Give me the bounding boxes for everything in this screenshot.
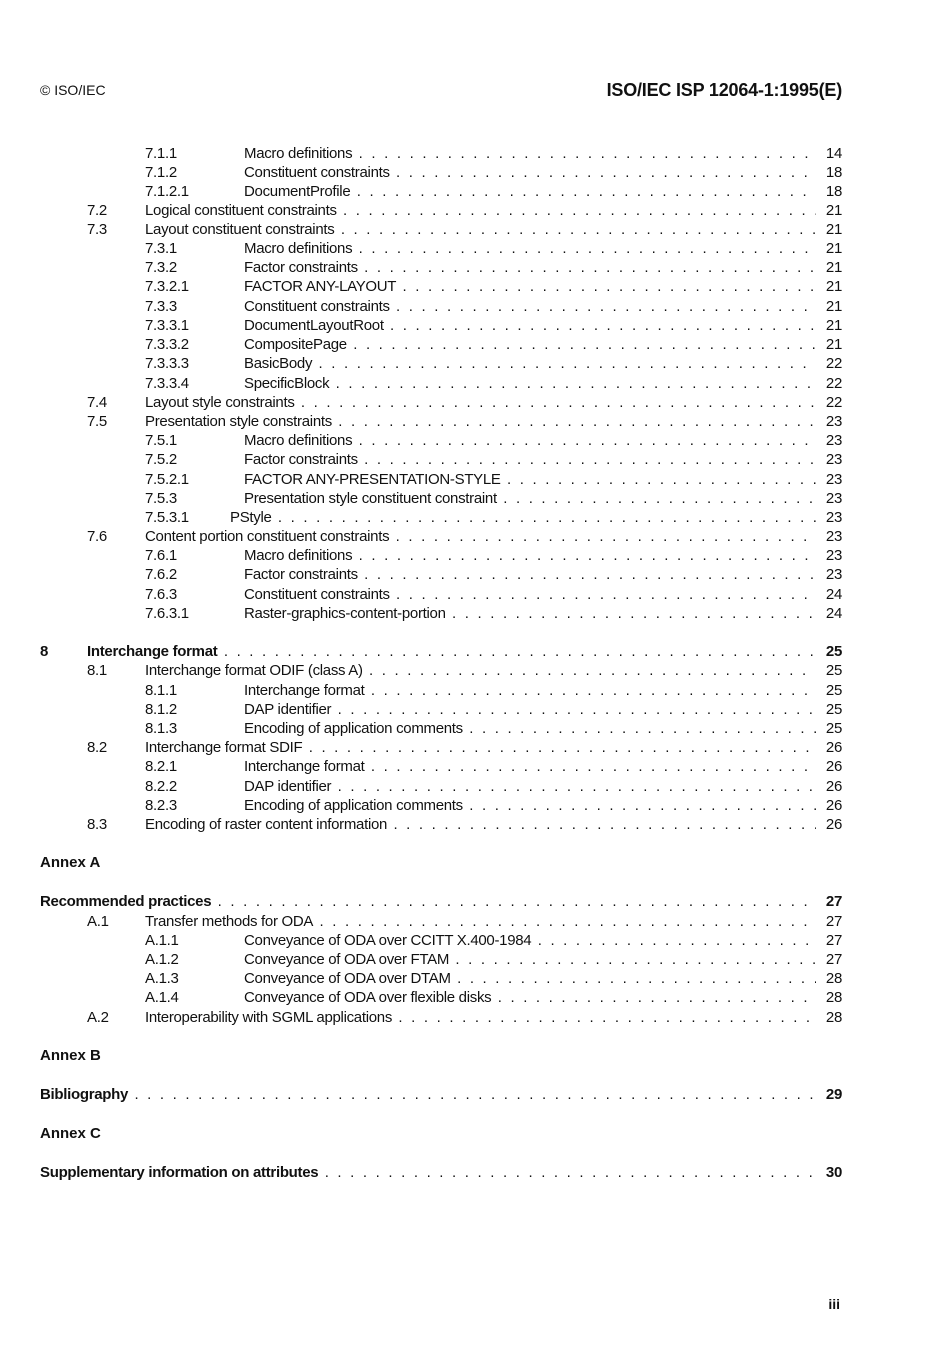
toc-entry-number: 7.6.3 <box>145 586 177 603</box>
toc-entry-title-leader <box>145 661 816 680</box>
toc-entry-title-leader <box>244 277 816 296</box>
toc-entry-page: 28 <box>825 989 842 1006</box>
toc-entry[interactable] <box>0 470 950 489</box>
toc-entry-page: 29 <box>825 1086 842 1103</box>
toc-entry-title: Interchange format <box>87 643 218 660</box>
header-standard-id: ISO/IEC ISP 12064-1:1995(E) <box>606 80 842 100</box>
toc-entry-title-leader <box>244 144 816 163</box>
toc-entry-title: Constituent constraints <box>244 586 390 603</box>
toc-entry-title-leader <box>145 1008 816 1027</box>
toc-entry-page: 23 <box>825 509 842 526</box>
toc-entry[interactable] <box>0 988 950 1007</box>
toc-entry-page: 21 <box>825 259 842 276</box>
toc-entry[interactable] <box>0 335 950 354</box>
toc-entry-title: Bibliography <box>40 1086 129 1103</box>
toc-entry-page: 27 <box>825 913 842 930</box>
toc-entry-number: 8.2 <box>87 739 107 756</box>
toc-entry-page: 18 <box>825 183 842 200</box>
toc-entry-title-leader <box>244 335 816 354</box>
toc-entry-title: DocumentProfile <box>244 183 351 200</box>
toc-entry-title: Factor constraints <box>244 566 358 583</box>
toc-entry-title: Interchange format ODIF (class A) <box>145 662 363 679</box>
toc-entry[interactable] <box>0 681 950 700</box>
toc-entry-title: Macro definitions <box>244 240 353 257</box>
toc-entry-title-leader <box>244 604 816 623</box>
toc-entry-title-leader <box>244 546 816 565</box>
toc-entry-title: Conveyance of ODA over FTAM <box>244 951 450 968</box>
toc-entry[interactable] <box>0 1163 950 1182</box>
toc-entry-title: Macro definitions <box>244 547 353 564</box>
toc-entry-page: 21 <box>825 202 842 219</box>
toc-entry-page: 26 <box>825 797 842 814</box>
toc-entry[interactable] <box>0 239 950 258</box>
toc-entry-title: Logical constituent constraints <box>145 202 337 219</box>
toc-entry-page: 27 <box>825 951 842 968</box>
toc-entry[interactable] <box>0 182 950 201</box>
toc-entry-number: 7.5.2.1 <box>145 471 189 488</box>
toc-entry-number: 7.5.3.1 <box>145 509 189 526</box>
toc-entry-title-leader <box>244 258 816 277</box>
toc-entry-title-leader <box>87 642 816 661</box>
toc-entry-page: 23 <box>825 413 842 430</box>
toc-entry-title-leader <box>244 988 816 1007</box>
toc-entry-number: 8.1.1 <box>145 682 177 699</box>
toc-entry-page: 23 <box>825 451 842 468</box>
toc-entry-page: 21 <box>825 240 842 257</box>
toc-entry[interactable] <box>0 661 950 680</box>
toc-entry[interactable] <box>0 642 950 661</box>
toc-entry[interactable] <box>0 431 950 450</box>
toc-entry-title-leader <box>244 239 816 258</box>
toc-entry-number: 7.6.2 <box>145 566 177 583</box>
toc-entry-page: 30 <box>825 1164 842 1181</box>
toc-entry-title: Presentation style constraints <box>145 413 332 430</box>
toc-entry-title: BasicBody <box>244 355 313 372</box>
toc-entry-page: 14 <box>825 145 842 162</box>
toc-entry-page: 23 <box>825 528 842 545</box>
toc-entry[interactable] <box>0 892 950 911</box>
toc-entry-page: 24 <box>825 605 842 622</box>
toc-entry[interactable] <box>0 969 950 988</box>
toc-entry-number: A.1.1 <box>145 932 179 949</box>
toc-entry-title-leader <box>244 565 816 584</box>
toc-entry[interactable] <box>0 738 950 757</box>
toc-entry-title: Supplementary information on attributes <box>40 1164 319 1181</box>
toc-entry-title: FACTOR ANY-LAYOUT <box>244 278 397 295</box>
toc-entry-title-leader <box>244 354 816 373</box>
toc-entry-title: Raster-graphics-content-portion <box>244 605 446 622</box>
toc-entry-title-leader <box>244 681 816 700</box>
toc-entry-title-leader <box>230 508 816 527</box>
toc-entry-page: 26 <box>825 758 842 775</box>
toc-entry[interactable] <box>0 450 950 469</box>
toc-entry[interactable] <box>0 277 950 296</box>
toc-entry-title: Interchange format <box>244 682 365 699</box>
toc-entry-title-leader <box>145 527 816 546</box>
toc-entry-number: 7.3.3.4 <box>145 375 189 392</box>
header-copyright: © ISO/IEC <box>40 82 106 98</box>
toc-entry-page: 21 <box>825 317 842 334</box>
toc-entry-title: Layout style constraints <box>145 394 295 411</box>
toc-entry-title-leader <box>145 412 816 431</box>
toc-entry-page: 22 <box>825 355 842 372</box>
toc-entry-number: A.1.3 <box>145 970 179 987</box>
toc-entry-number: 7.2 <box>87 202 107 219</box>
toc-entry[interactable] <box>0 393 950 412</box>
toc-entry-page: 28 <box>825 970 842 987</box>
toc-entry-title-leader <box>244 585 816 604</box>
toc-entry-title: Presentation style constituent constraint <box>244 490 497 507</box>
toc-entry-page: 24 <box>825 586 842 603</box>
toc-entry-number: 8.1 <box>87 662 107 679</box>
toc-entry-page: 28 <box>825 1009 842 1026</box>
toc-entry-number: 8.1.2 <box>145 701 177 718</box>
toc-entry-number: A.1.4 <box>145 989 179 1006</box>
toc-entry[interactable] <box>0 546 950 565</box>
toc-entry-title: Macro definitions <box>244 145 353 162</box>
toc-entry[interactable] <box>0 700 950 719</box>
toc-entry-title-leader <box>40 1085 816 1104</box>
toc-entry[interactable] <box>0 777 950 796</box>
toc-entry-page: 23 <box>825 547 842 564</box>
annex-heading: Annex B <box>40 1047 101 1064</box>
toc-entry[interactable] <box>0 489 950 508</box>
toc-entry-number: 7.3.3.3 <box>145 355 189 372</box>
toc-entry-number: 7.5 <box>87 413 107 430</box>
toc-entry[interactable] <box>0 374 950 393</box>
toc-entry[interactable] <box>0 1008 950 1027</box>
toc-entry-number: 7.1.2.1 <box>145 183 189 200</box>
toc-entry-title: Macro definitions <box>244 432 353 449</box>
toc-entry-title: DAP identifier <box>244 701 332 718</box>
toc-entry-number: 7.3.2 <box>145 259 177 276</box>
toc-entry-title-leader <box>145 393 816 412</box>
toc-entry-page: 22 <box>825 394 842 411</box>
toc-entry[interactable] <box>0 412 950 431</box>
toc-entry[interactable] <box>0 201 950 220</box>
toc-entry[interactable] <box>0 1085 950 1104</box>
toc-entry-title: SpecificBlock <box>244 375 330 392</box>
toc-entry[interactable] <box>0 508 950 527</box>
toc-entry-number: 8 <box>40 643 49 660</box>
toc-entry-title-leader <box>244 777 816 796</box>
page-number: iii <box>828 1296 840 1312</box>
toc-entry-title-leader <box>244 374 816 393</box>
toc-entry-title: PStyle <box>230 509 272 526</box>
toc-entry-title-leader <box>40 892 816 911</box>
toc-entry-title-leader <box>145 220 816 239</box>
toc-entry-title-leader <box>145 738 816 757</box>
toc-entry-title: Interoperability with SGML applications <box>145 1009 393 1026</box>
toc-entry-title: Conveyance of ODA over DTAM <box>244 970 451 987</box>
toc-entry[interactable] <box>0 297 950 316</box>
toc-entry-number: 7.6.1 <box>145 547 177 564</box>
toc-entry-page: 21 <box>825 298 842 315</box>
toc-entry[interactable] <box>0 316 950 335</box>
toc-entry-number: 7.3.3.2 <box>145 336 189 353</box>
toc-entry[interactable] <box>0 950 950 969</box>
toc-entry-number: 8.2.2 <box>145 778 177 795</box>
toc-entry-title-leader <box>244 431 816 450</box>
toc-entry-number: 7.3 <box>87 221 107 238</box>
toc-entry-number: 8.2.1 <box>145 758 177 775</box>
toc-entry-page: 23 <box>825 432 842 449</box>
toc-entry-title-leader <box>244 969 816 988</box>
toc-entry-page: 21 <box>825 221 842 238</box>
toc-entry-number: 7.5.2 <box>145 451 177 468</box>
toc-entry-page: 18 <box>825 164 842 181</box>
toc-entry[interactable] <box>0 912 950 931</box>
toc-entry-page: 25 <box>825 643 842 660</box>
toc-entry-number: 7.6 <box>87 528 107 545</box>
toc-entry[interactable] <box>0 931 950 950</box>
toc-entry-title: Content portion constituent constraints <box>145 528 390 545</box>
toc-entry-title-leader <box>40 1163 816 1182</box>
toc-entry[interactable] <box>0 719 950 738</box>
toc-entry-number: 7.3.1 <box>145 240 177 257</box>
toc-entry[interactable] <box>0 163 950 182</box>
toc-entry-title-leader <box>244 757 816 776</box>
toc-entry[interactable] <box>0 604 950 623</box>
toc-entry-number: 7.1.2 <box>145 164 177 181</box>
toc-entry-title: DAP identifier <box>244 778 332 795</box>
toc-entry[interactable] <box>0 796 950 815</box>
toc-entry-number: 8.3 <box>87 816 107 833</box>
toc-entry-title: Conveyance of ODA over flexible disks <box>244 989 492 1006</box>
toc-entry[interactable] <box>0 354 950 373</box>
toc-entry-title: CompositePage <box>244 336 347 353</box>
toc-entry-title: FACTOR ANY-PRESENTATION-STYLE <box>244 471 501 488</box>
annex-heading: Annex C <box>40 1125 101 1142</box>
toc-entry[interactable] <box>0 220 950 239</box>
toc-entry-number: A.1 <box>87 913 109 930</box>
toc-entry-title: Factor constraints <box>244 259 358 276</box>
toc-entry[interactable] <box>0 258 950 277</box>
toc-entry-title-leader <box>244 163 816 182</box>
toc-entry-title: Interchange format SDIF <box>145 739 303 756</box>
toc-entry-title: DocumentLayoutRoot <box>244 317 384 334</box>
toc-entry-number: 7.1.1 <box>145 145 177 162</box>
toc-entry-title: Factor constraints <box>244 451 358 468</box>
toc-entry-title: Constituent constraints <box>244 164 390 181</box>
toc-entry-number: 7.3.3.1 <box>145 317 189 334</box>
toc-entry-page: 23 <box>825 490 842 507</box>
toc-entry-number: A.2 <box>87 1009 109 1026</box>
toc-entry-page: 22 <box>825 375 842 392</box>
toc-entry-number: 7.5.1 <box>145 432 177 449</box>
toc-entry-title-leader <box>244 297 816 316</box>
toc-entry-page: 25 <box>825 682 842 699</box>
toc-entry-title-leader <box>244 470 816 489</box>
toc-entry-title: Layout constituent constraints <box>145 221 335 238</box>
toc-entry-page: 21 <box>825 278 842 295</box>
toc-entry[interactable] <box>0 565 950 584</box>
toc-entry[interactable] <box>0 815 950 834</box>
toc-entry-page: 26 <box>825 816 842 833</box>
toc-entry[interactable] <box>0 757 950 776</box>
toc-entry-title-leader <box>244 316 816 335</box>
toc-entry-title-leader <box>244 182 816 201</box>
toc-entry-number: 7.6.3.1 <box>145 605 189 622</box>
toc-entry[interactable] <box>0 144 950 163</box>
toc-entry-page: 23 <box>825 471 842 488</box>
toc-entry-title: Encoding of application comments <box>244 797 463 814</box>
toc-entry-number: 7.3.2.1 <box>145 278 189 295</box>
toc-entry-number: A.1.2 <box>145 951 179 968</box>
toc-entry-title: Recommended practices <box>40 893 212 910</box>
toc-entry-title-leader <box>244 719 816 738</box>
toc-entry-title: Constituent constraints <box>244 298 390 315</box>
toc-entry-title: Transfer methods for ODA <box>145 913 314 930</box>
toc-entry[interactable] <box>0 585 950 604</box>
toc-entry-page: 25 <box>825 720 842 737</box>
toc-entry-number: 7.5.3 <box>145 490 177 507</box>
toc-entry-number: 8.1.3 <box>145 720 177 737</box>
toc-entry-title-leader <box>145 912 816 931</box>
toc-entry[interactable] <box>0 527 950 546</box>
toc-entry-page: 23 <box>825 566 842 583</box>
toc-entry-title: Encoding of raster content information <box>145 816 388 833</box>
toc-entry-title-leader <box>244 489 816 508</box>
toc-entry-title-leader <box>145 815 816 834</box>
toc-entry-title: Conveyance of ODA over CCITT X.400-1984 <box>244 932 532 949</box>
toc-entry-number: 7.4 <box>87 394 107 411</box>
toc-entry-title-leader <box>244 931 816 950</box>
toc-entry-number: 7.3.3 <box>145 298 177 315</box>
toc-entry-page: 25 <box>825 662 842 679</box>
toc-entry-page: 27 <box>825 893 842 910</box>
toc-entry-title: Interchange format <box>244 758 365 775</box>
toc-entry-title: Encoding of application comments <box>244 720 463 737</box>
toc-entry-number: 8.2.3 <box>145 797 177 814</box>
toc-entry-title-leader <box>244 950 816 969</box>
toc-entry-page: 26 <box>825 739 842 756</box>
toc-entry-page: 27 <box>825 932 842 949</box>
toc-entry-page: 25 <box>825 701 842 718</box>
toc-entry-page: 26 <box>825 778 842 795</box>
toc-entry-title-leader <box>145 201 816 220</box>
annex-heading: Annex A <box>40 854 101 871</box>
toc-entry-title-leader <box>244 450 816 469</box>
toc-entry-title-leader <box>244 700 816 719</box>
toc-entry-page: 21 <box>825 336 842 353</box>
toc-entry-title-leader <box>244 796 816 815</box>
